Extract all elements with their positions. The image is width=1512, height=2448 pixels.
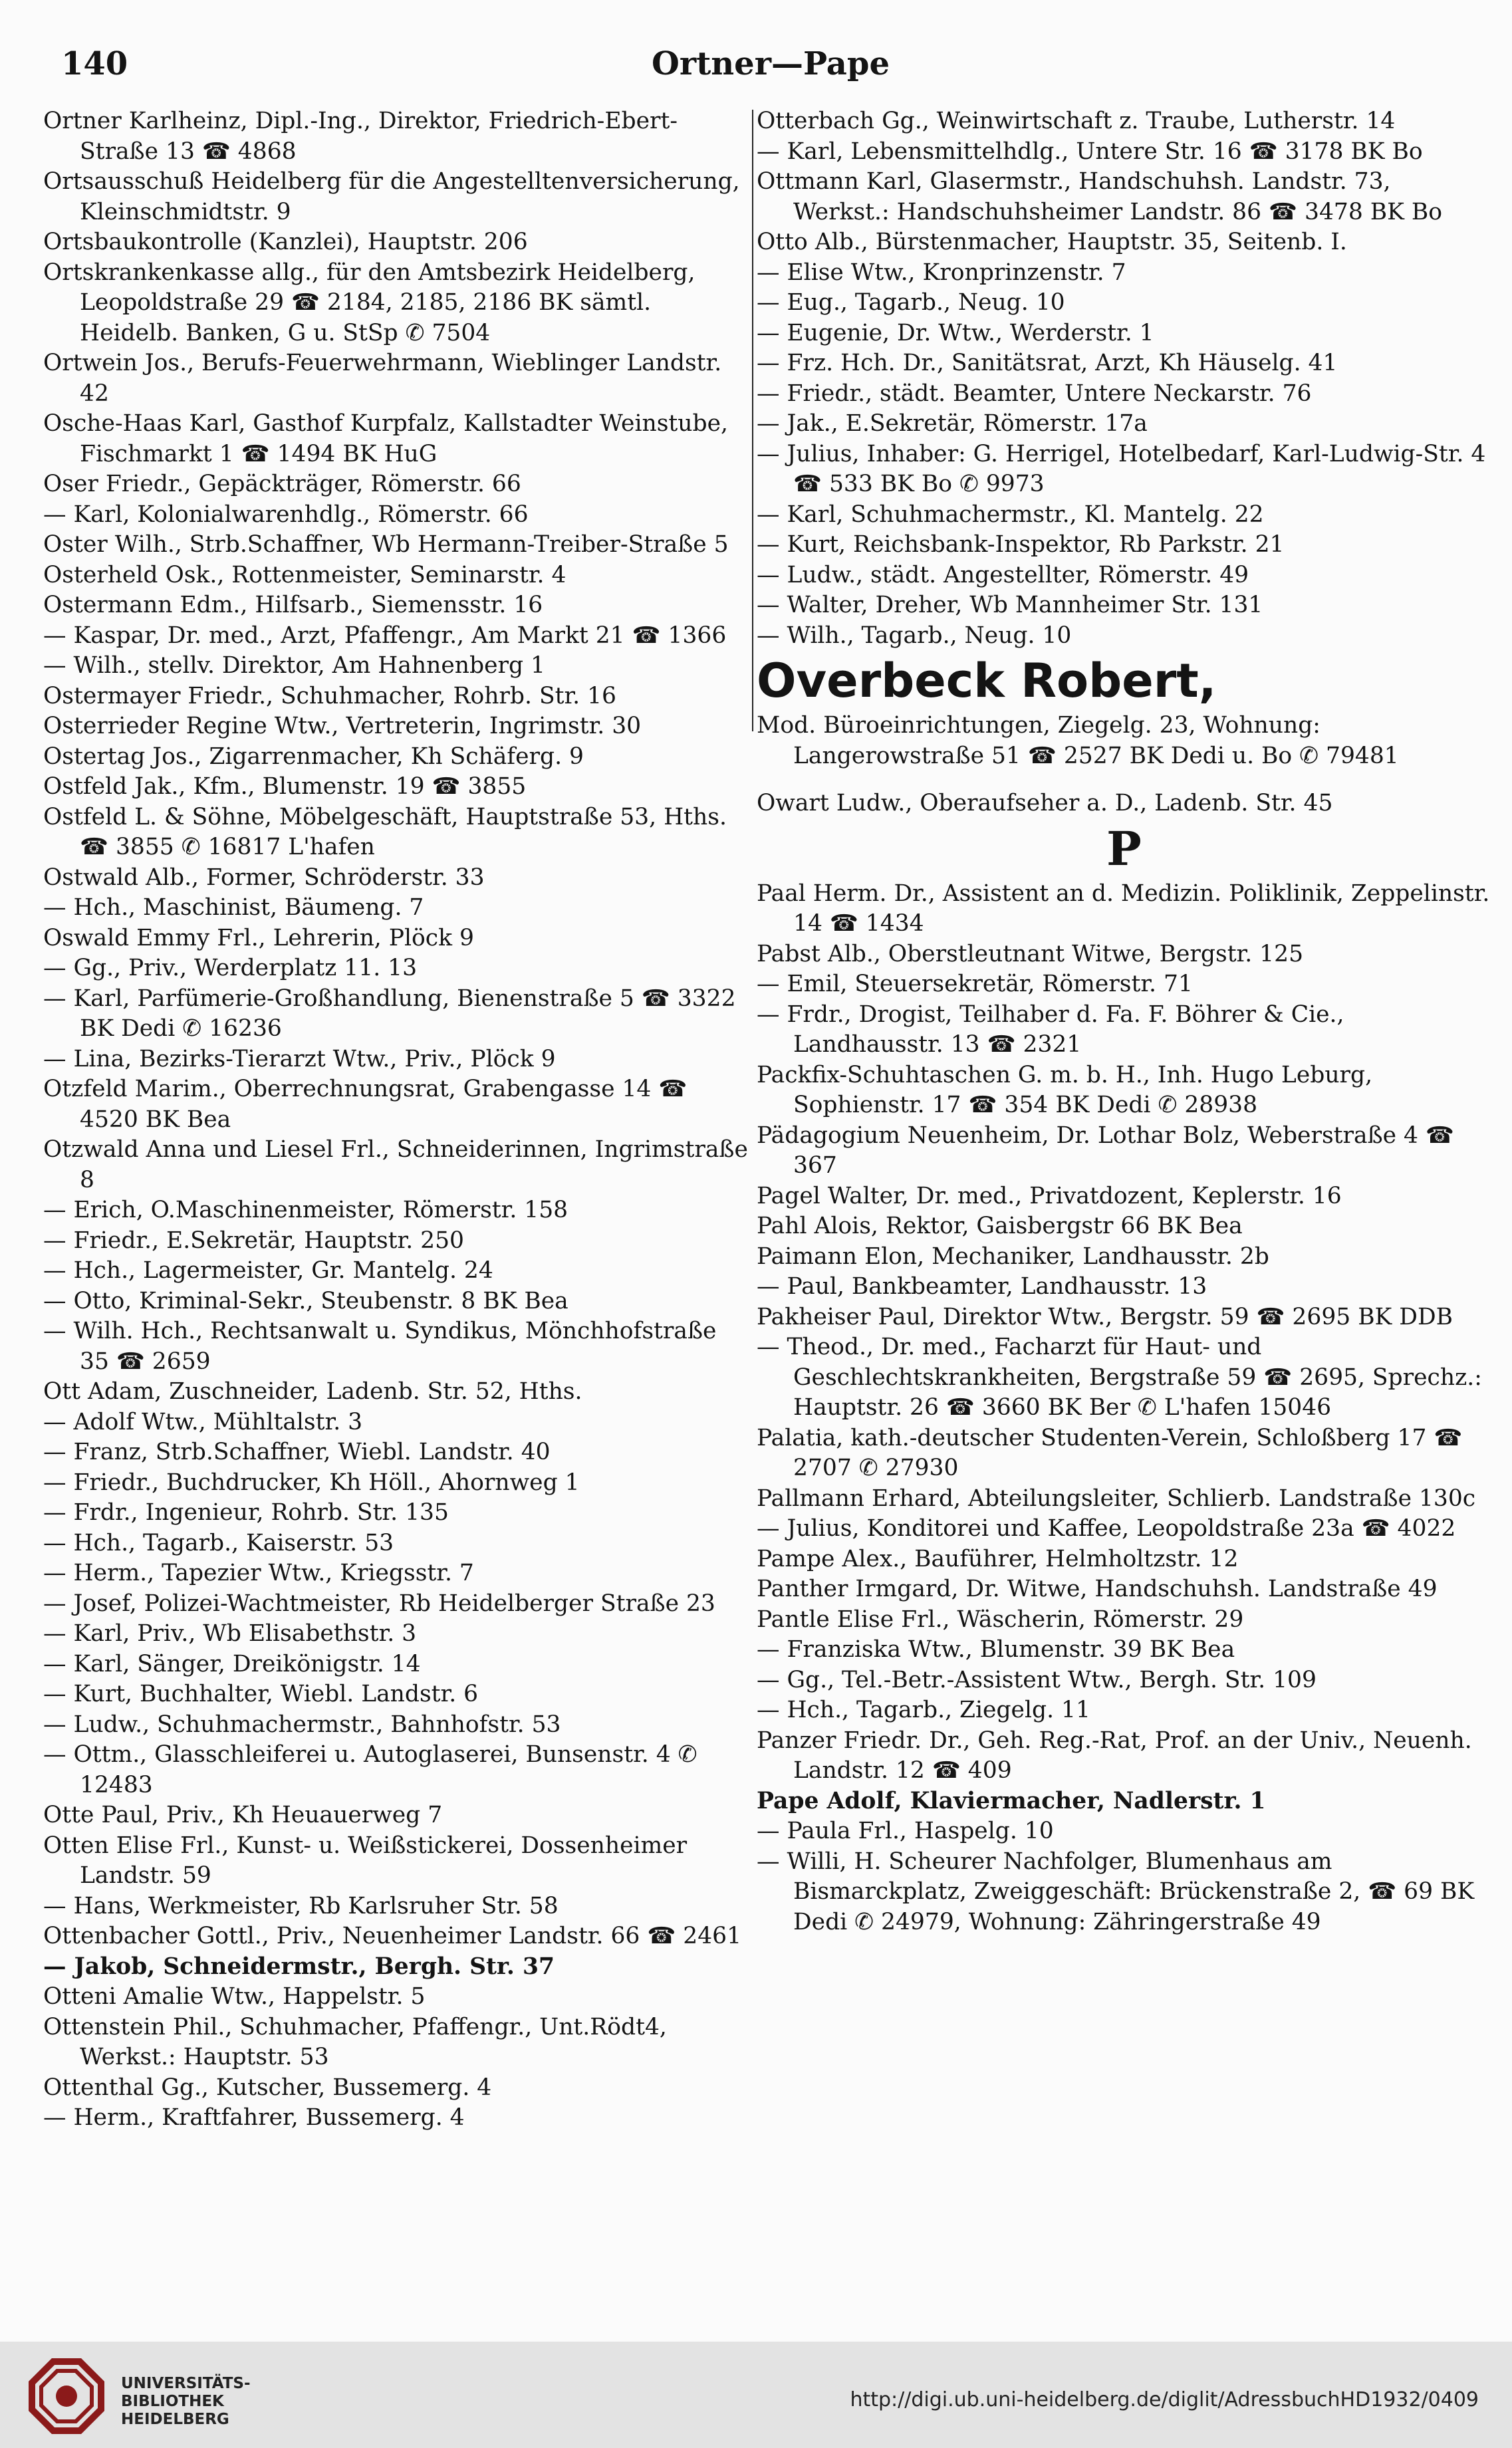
entry: — Kurt, Buchhalter, Wiebl. Landstr. 6 <box>43 1681 479 1707</box>
entry: — Hch., Tagarb., Ziegelg. 11 <box>757 1697 1090 1723</box>
right-column <box>757 106 1491 1937</box>
entry: — Eugenie, Dr. Wtw., Werderstr. 1 <box>757 319 1154 346</box>
entry: Ottenthal Gg., Kutscher, Bussemerg. 4 <box>43 2074 492 2101</box>
entry: — Franz, Strb.Schaffner, Wiebl. Landstr. 40 <box>43 1439 551 1465</box>
entry: Pallmann Erhard, Abteilungsleiter, Schlierb. Landstraße 130c <box>757 1485 1476 1512</box>
entry: Palatia, kath.-deutscher Studenten-Verein, Schloßberg 17 ☎ 2707 ✆ 27930 <box>757 1424 1463 1481</box>
entry: — Frz. Hch. Dr., Sanitätsrat, Arzt, Kh Häuselg. 41 <box>757 350 1338 376</box>
entry: — Hch., Lagermeister, Gr. Mantelg. 24 <box>43 1257 493 1284</box>
entry: Pädagogium Neuenheim, Dr. Lothar Bolz, Weberstraße 4 ☎ 367 <box>757 1122 1454 1179</box>
entry: Ott Adam, Zuschneider, Ladenb. Str. 52, Hths. <box>43 1378 582 1405</box>
entry: Ortskrankenkasse allg., für den Amtsbezirk Heidelberg, Leopoldstraße 29 ☎ 2184, 2185, 2186 BK sämtl. Heidelb. Banken, G u. StSp ✆ 7504 <box>43 259 695 346</box>
entry: Owart Ludw., Oberaufseher a. D., Ladenb. Str. 45 <box>757 790 1333 816</box>
entry: — Herm., Tapezier Wtw., Kriegsstr. 7 <box>43 1560 474 1586</box>
entry: Oster Wilh., Strb.Schaffner, Wb Hermann-Treiber-Straße 5 <box>43 531 729 558</box>
entry: — Friedr., städt. Beamter, Untere Neckarstr. 76 <box>757 380 1312 407</box>
entry: — Frdr., Ingenieur, Rohrb. Str. 135 <box>43 1499 449 1526</box>
section-letter: P <box>1106 820 1142 876</box>
entry: — Adolf Wtw., Mühltalstr. 3 <box>43 1408 363 1435</box>
entry: Ostfeld L. & Söhne, Möbelgeschäft, Hauptstraße 53, Hths. ☎ 3855 ✆ 16817 L'hafen <box>43 803 727 860</box>
entry: — Friedr., Buchdrucker, Kh Höll., Ahornweg 1 <box>43 1469 580 1496</box>
entry: Pantle Elise Frl., Wäscherin, Römerstr. 29 <box>757 1606 1244 1633</box>
entry: Otzwald Anna und Liesel Frl., Schneiderinnen, Ingrimstraße 8 <box>43 1136 748 1193</box>
entry: Otte Paul, Priv., Kh Heuauerweg 7 <box>43 1802 443 1828</box>
entry: — Karl, Lebensmittelhdlg., Untere Str. 16 ☎ 3178 BK Bo <box>757 138 1423 165</box>
entry: — Karl, Parfümerie-Großhandlung, Bienenstraße 5 ☎ 3322 BK Dedi ✆ 16236 <box>43 985 736 1042</box>
entry: — Gg., Tel.-Betr.-Assistent Wtw., Bergh. Str. 109 <box>757 1666 1317 1693</box>
entry: Pagel Walter, Dr. med., Privatdozent, Keplerstr. 16 <box>757 1182 1342 1209</box>
footer-bar <box>0 2342 1512 2448</box>
entry: — Walter, Dreher, Wb Mannheimer Str. 131 <box>757 592 1263 618</box>
entry: — Jakob, Schneidermstr., Bergh. Str. 37 <box>43 1953 555 1980</box>
library-name: UNIVERSITÄTS- BIBLIOTHEK HEIDELBERG <box>121 2375 251 2428</box>
entry: Ortsbaukontrolle (Kanzlei), Hauptstr. 206 <box>43 229 528 255</box>
entry: Paimann Elon, Mechaniker, Landhausstr. 2b <box>757 1243 1269 1270</box>
entry: Ostertag Jos., Zigarrenmacher, Kh Schäferg. 9 <box>43 743 584 770</box>
entry: — Karl, Priv., Wb Elisabethstr. 3 <box>43 1620 417 1647</box>
entry: Otto Alb., Bürstenmacher, Hauptstr. 35, Seitenb. I. <box>757 229 1347 255</box>
entry: Paal Herm. Dr., Assistent an d. Medizin. Poliklinik, Zeppelinstr. 14 ☎ 1434 <box>757 880 1490 937</box>
entry: Packfix-Schuhtaschen G. m. b. H., Inh. Hugo Leburg, Sophienstr. 17 ☎ 354 BK Dedi ✆ 28938 <box>757 1061 1373 1118</box>
entry: — Frdr., Drogist, Teilhaber d. Fa. F. Böhrer & Cie., Landhausstr. 13 ☎ 2321 <box>757 1001 1344 1058</box>
entry: Pahl Alois, Rektor, Gaisbergstr 66 BK Bea <box>757 1213 1243 1239</box>
entry: Panzer Friedr. Dr., Geh. Reg.-Rat, Prof. an der Univ., Neuenh. Landstr. 12 ☎ 409 <box>757 1727 1472 1784</box>
entry: Mod. Büroeinrichtungen, Ziegelg. 23, Wohnung: Langerowstraße 51 ☎ 2527 BK Dedi u. Bo ✆ 79481 <box>757 712 1399 769</box>
entry: Ortsausschuß Heidelberg für die Angestelltenversicherung, Kleinschmidtstr. 9 <box>43 168 740 225</box>
entry: — Karl, Sänger, Dreikönigstr. 14 <box>43 1650 421 1677</box>
entry: — Hans, Werkmeister, Rb Karlsruher Str. 58 <box>43 1892 559 1919</box>
entry: Ottenstein Phil., Schuhmacher, Pfaffengr., Unt.Rödt4, Werkst.: Hauptstr. 53 <box>43 2013 667 2070</box>
entry: — Kaspar, Dr. med., Arzt, Pfaffengr., Am Markt 21 ☎ 1366 <box>43 622 727 649</box>
entry: — Julius, Inhaber: G. Herrigel, Hotelbedarf, Karl-Ludwig-Str. 4 ☎ 533 BK Bo ✆ 9973 <box>757 440 1486 497</box>
entry: Osterheld Osk., Rottenmeister, Seminarstr. 4 <box>43 561 567 588</box>
entry: — Kurt, Reichsbank-Inspektor, Rb Parkstr. 21 <box>757 531 1285 558</box>
entry: — Erich, O.Maschinenmeister, Römerstr. 158 <box>43 1197 568 1223</box>
spacer <box>757 771 1491 789</box>
entry: Panther Irmgard, Dr. Witwe, Handschuhsh. Landstraße 49 <box>757 1576 1438 1602</box>
page-number: 140 <box>61 45 128 82</box>
entry: Oswald Emmy Frl., Lehrerin, Plöck 9 <box>43 924 474 951</box>
entry: — Willi, H. Scheurer Nachfolger, Blumenhaus am Bismarckplatz, Zweiggeschäft: Brückenstraße 2, ☎ 69 BK Dedi ✆ 24979, Wohnung: Zähringerstraße 49 <box>757 1848 1475 1935</box>
source-url[interactable]: http://digi.ub.uni-heidelberg.de/diglit/AdressbuchHD1932/0409 <box>850 2388 1479 2411</box>
entry: Ortwein Jos., Berufs-Feuerwehrmann, Wieblinger Landstr. 42 <box>43 350 722 407</box>
left-column <box>43 106 751 2134</box>
entry: — Ottm., Glasschleiferei u. Autoglaserei, Bunsenstr. 4 ✆ 12483 <box>43 1741 697 1798</box>
entry: — Karl, Schuhmachermstr., Kl. Mantelg. 22 <box>757 501 1264 528</box>
entry: Otteni Amalie Wtw., Happelstr. 5 <box>43 1983 426 2010</box>
entry: Osche-Haas Karl, Gasthof Kurpfalz, Kallstadter Weinstube, Fischmarkt 1 ☎ 1494 BK HuG <box>43 410 728 467</box>
entry: Pampe Alex., Bauführer, Helmholtzstr. 12 <box>757 1545 1239 1572</box>
entry: — Otto, Kriminal-Sekr., Steubenstr. 8 BK Bea <box>43 1287 568 1314</box>
entry: — Jak., E.Sekretär, Römerstr. 17a <box>757 410 1148 437</box>
entry: — Lina, Bezirks-Tierarzt Wtw., Priv., Plöck 9 <box>43 1045 556 1072</box>
entry: — Wilh., Tagarb., Neug. 10 <box>757 622 1072 649</box>
entry: — Theod., Dr. med., Facharzt für Haut- und Geschlechtskrankheiten, Bergstraße 59 ☎ 2695, Sprechz.: Hauptstr. 26 ☎ 3660 BK Ber ✆ L'hafen 15046 <box>757 1334 1482 1421</box>
entry: — Wilh. Hch., Rechtsanwalt u. Syndikus, Mönchhofstraße 35 ☎ 2659 <box>43 1318 717 1375</box>
entry: Otzfeld Marim., Oberrechnungsrat, Grabengasse 14 ☎ 4520 BK Bea <box>43 1076 688 1133</box>
entry: Osterrieder Regine Wtw., Vertreterin, Ingrimstr. 30 <box>43 713 642 739</box>
entry: — Julius, Konditorei und Kaffee, Leopoldstraße 23a ☎ 4022 <box>757 1515 1456 1542</box>
entry: Ottmann Karl, Glasermstr., Handschuhsh. Landstr. 73, Werkst.: Handschuhsheimer Landstr. 86 ☎ 3478 BK Bo <box>757 168 1442 225</box>
entry: — Franziska Wtw., Blumenstr. 39 BK Bea <box>757 1636 1235 1663</box>
entry: Pape Adolf, Klaviermacher, Nadlerstr. 1 <box>757 1787 1266 1814</box>
entry: Pakheiser Paul, Direktor Wtw., Bergstr. 59 ☎ 2695 BK DDB <box>757 1303 1453 1330</box>
entry: — Wilh., stellv. Direktor, Am Hahnenberg 1 <box>43 652 545 679</box>
entry: — Hch., Maschinist, Bäumeng. 7 <box>43 894 424 921</box>
entry: — Hch., Tagarb., Kaiserstr. 53 <box>43 1529 394 1556</box>
entry: — Ludw., Schuhmachermstr., Bahnhofstr. 53 <box>43 1711 561 1738</box>
entry: Ottenbacher Gottl., Priv., Neuenheimer Landstr. 66 ☎ 2461 <box>43 1923 742 1949</box>
running-head: Ortner—Pape <box>652 45 890 82</box>
entry: Ostwald Alb., Former, Schröderstr. 33 <box>43 864 485 891</box>
entry: Otten Elise Frl., Kunst- u. Weißstickerei, Dossenheimer Landstr. 59 <box>43 1832 688 1889</box>
entry: Oser Friedr., Gepäckträger, Römerstr. 66 <box>43 471 521 497</box>
entry: Ostfeld Jak., Kfm., Blumenstr. 19 ☎ 3855 <box>43 773 527 800</box>
entry: — Paula Frl., Haspelg. 10 <box>757 1818 1054 1844</box>
column-rule <box>752 110 753 731</box>
entry: Ostermann Edm., Hilfsarb., Siemensstr. 16 <box>43 592 543 618</box>
library-logo-icon <box>27 2356 106 2436</box>
entry: Pabst Alb., Oberstleutnant Witwe, Bergstr. 125 <box>757 940 1304 967</box>
entry: — Eug., Tagarb., Neug. 10 <box>757 289 1065 316</box>
entry: — Paul, Bankbeamter, Landhausstr. 13 <box>757 1273 1207 1300</box>
entry: — Elise Wtw., Kronprinzenstr. 7 <box>757 259 1126 286</box>
entry: Ostermayer Friedr., Schuhmacher, Rohrb. Str. 16 <box>43 682 616 709</box>
entry: Otterbach Gg., Weinwirtschaft z. Traube, Lutherstr. 14 <box>757 108 1396 134</box>
entry: — Gg., Priv., Werderplatz 11. 13 <box>43 955 418 981</box>
entry: — Ludw., städt. Angestellter, Römerstr. 49 <box>757 561 1249 588</box>
entry: — Friedr., E.Sekretär, Hauptstr. 250 <box>43 1227 464 1254</box>
entry: Ortner Karlheinz, Dipl.-Ing., Direktor, Friedrich-Ebert-Straße 13 ☎ 4868 <box>43 108 678 165</box>
entry: — Emil, Steuersekretär, Römerstr. 71 <box>757 971 1193 997</box>
entry: — Karl, Kolonialwarenhdlg., Römerstr. 66 <box>43 501 529 528</box>
highlighted-name: Overbeck Robert, <box>757 654 1217 708</box>
entry: — Josef, Polizei-Wachtmeister, Rb Heidelberger Straße 23 <box>43 1590 715 1617</box>
entry: — Herm., Kraftfahrer, Bussemerg. 4 <box>43 2104 465 2131</box>
